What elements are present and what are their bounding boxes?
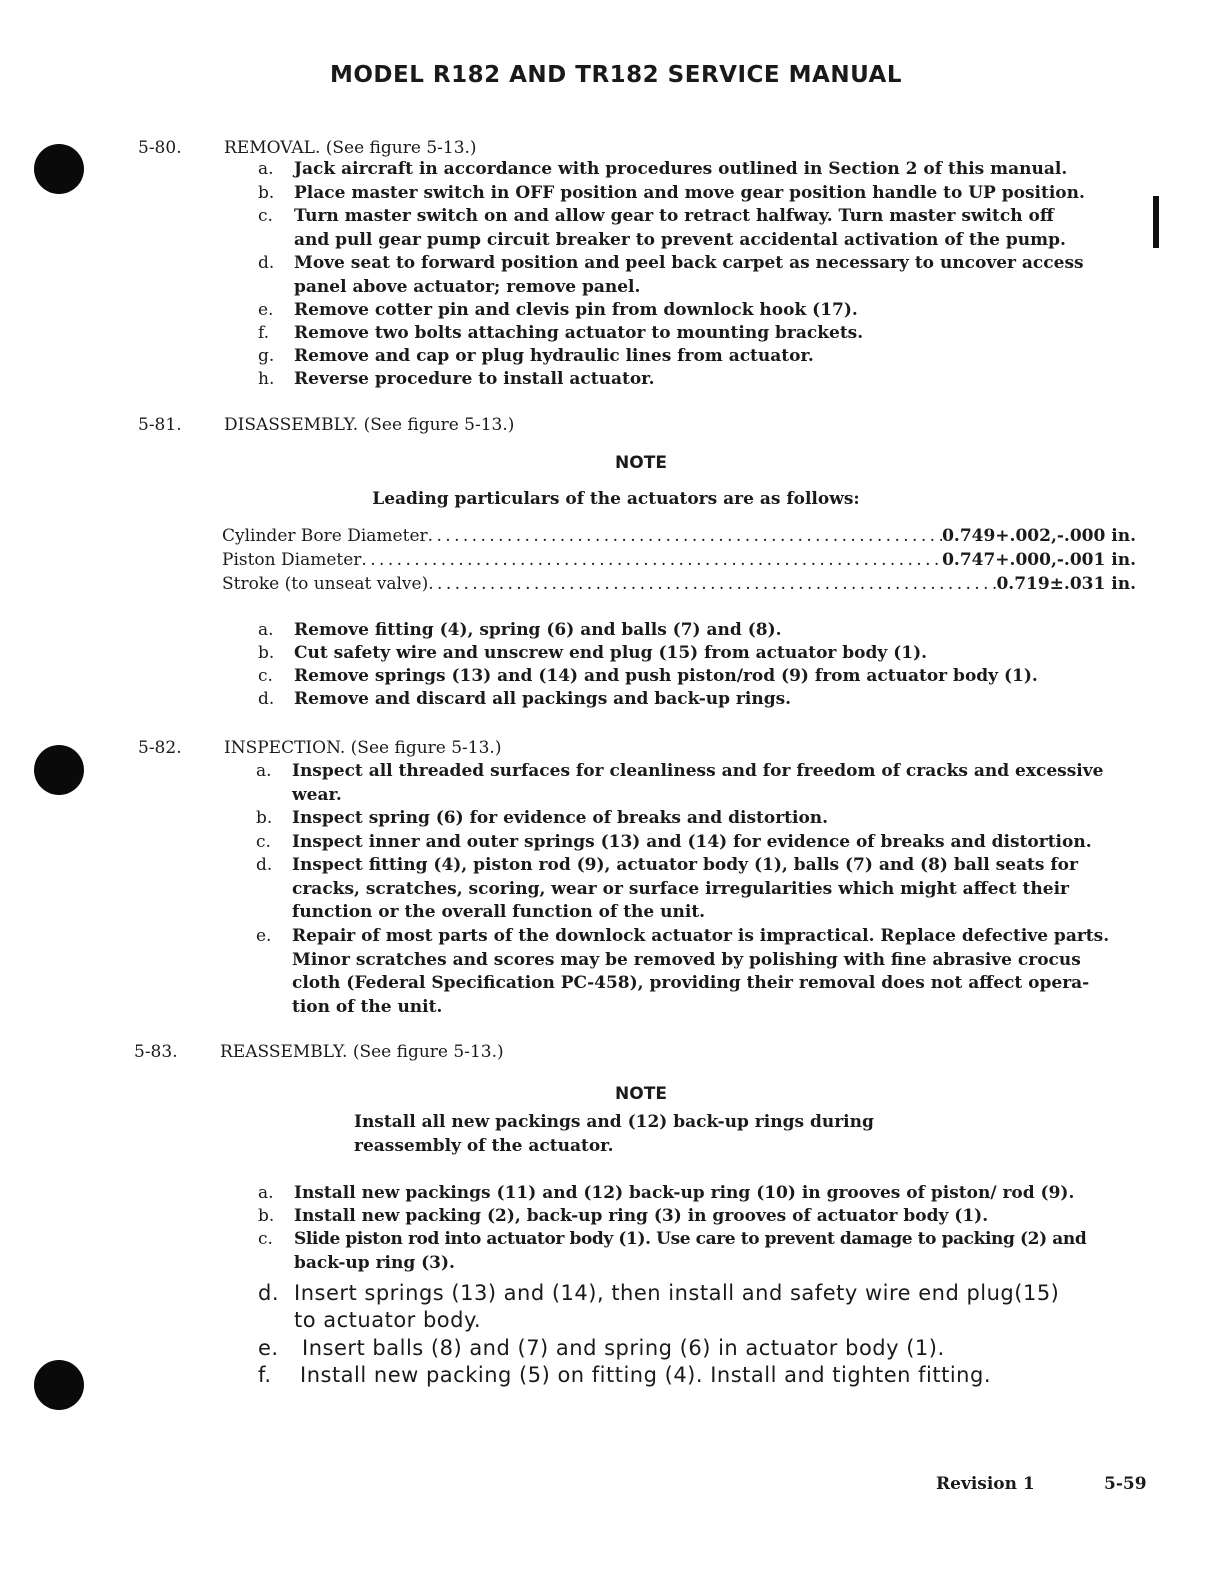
step-text: Inspect spring (6) for evidence of breaks and distortion. <box>292 808 829 828</box>
step-label: e. <box>256 926 272 946</box>
step-label: f. <box>258 323 270 343</box>
step-text: Place master switch in OFF position and move gear position handle to UP position. <box>294 183 1085 203</box>
section-number: 5-80. <box>138 138 182 158</box>
step-text: Remove two bolts attaching actuator to mounting brackets. <box>294 323 864 343</box>
step-text-line-3: cloth (Federal Specification PC-458), providing their removal does not affect opera- <box>292 973 1090 993</box>
step-text-line-2: wear. <box>292 784 342 805</box>
page-number: 5-59 <box>1104 1474 1147 1494</box>
step-text-line-2: to actuator body. <box>294 1308 482 1332</box>
spec-label: Cylinder Bore Diameter <box>222 526 428 546</box>
step-text: Remove and cap or plug hydraulic lines from actuator. <box>294 346 814 366</box>
step-text: Cut safety wire and unscrew end plug (15) from actuator body (1). <box>294 643 928 663</box>
step-text-line-2: panel above actuator; remove panel. <box>294 276 641 297</box>
step-label: c. <box>258 206 273 226</box>
binder-hole-middle <box>34 745 84 795</box>
step-text: Jack aircraft in accordance with procedures outlined in Section 2 of this manual. <box>294 159 1068 179</box>
step-label: d. <box>258 1281 280 1305</box>
revision-label: Revision 1 <box>936 1474 1035 1494</box>
leader-dots <box>428 572 996 596</box>
step-label: c. <box>258 1229 273 1249</box>
step-text: Remove and discard all packings and back-up rings. <box>294 689 792 709</box>
step-label: d. <box>258 689 275 709</box>
leader-dots <box>428 524 942 548</box>
step-text-line-1: Inspect fitting (4), piston rod (9), actuator body (1), balls (7) and (8) ball seats for <box>292 855 1078 875</box>
step-text: Remove springs (13) and (14) and push piston/rod (9) from actuator body (1). <box>294 666 1038 686</box>
step-text-line-4: tion of the unit. <box>292 996 443 1017</box>
step-label: f. <box>258 1363 272 1387</box>
page-title: MODEL R182 AND TR182 SERVICE MANUAL <box>329 62 902 88</box>
section-number: 5-81. <box>138 415 182 435</box>
step-text-line-1: Turn master switch on and allow gear to retract halfway. Turn master switch off <box>294 206 1054 226</box>
step-label: e. <box>258 300 274 320</box>
step-label: d. <box>256 855 273 875</box>
note-line-1: Install all new packings and (12) back-up rings during <box>354 1112 874 1132</box>
note-intro: Leading particulars of the actuators are as follows: <box>372 489 860 509</box>
section-title: DISASSEMBLY. (See figure 5-13.) <box>224 415 515 435</box>
step-label: c. <box>256 832 271 852</box>
spec-value: 0.747+.000,-.001 in. <box>942 550 1136 570</box>
step-text-line-2: Minor scratches and scores may be removed by polishing with fine abrasive crocus <box>292 949 1081 970</box>
revision-change-bar <box>1153 196 1159 248</box>
leader-dots <box>361 548 942 572</box>
step-text-line-1: Repair of most parts of the downlock actuator is impractical. Replace defective parts. <box>292 926 1110 946</box>
binder-hole-top <box>34 144 84 194</box>
step-label: h. <box>258 369 275 389</box>
step-text-line-1: Inspect all threaded surfaces for cleanliness and for freedom of cracks and excessive <box>292 761 1104 781</box>
step-label: e. <box>258 1336 279 1360</box>
note-line-2: reassembly of the actuator. <box>354 1136 614 1156</box>
section-number: 5-83. <box>134 1042 178 1062</box>
step-label: c. <box>258 666 273 686</box>
step-text: Reverse procedure to install actuator. <box>294 369 655 389</box>
section-title: REMOVAL. (See figure 5-13.) <box>224 138 477 158</box>
section-title: REASSEMBLY. (See figure 5-13.) <box>220 1042 504 1062</box>
step-text-line-2: and pull gear pump circuit breaker to prevent accidental activation of the pump. <box>294 229 1066 250</box>
step-text: Inspect inner and outer springs (13) and (14) for evidence of breaks and distortion. <box>292 832 1092 852</box>
binder-hole-bottom <box>34 1360 84 1410</box>
step-text-line-3: function or the overall function of the unit. <box>292 902 706 922</box>
spec-row-stroke <box>222 572 1136 596</box>
step-text: Install new packing (5) on fitting (4). Install and tighten fitting. <box>300 1363 991 1387</box>
spec-value: 0.719±.031 in. <box>996 574 1136 594</box>
step-label: a. <box>258 620 274 640</box>
step-text-line-1: Insert springs (13) and (14), then install and safety wire end plug(15) <box>294 1281 1060 1305</box>
step-text: Remove fitting (4), spring (6) and balls (7) and (8). <box>294 620 782 640</box>
spec-row-bore <box>222 524 1136 548</box>
step-label: b. <box>258 643 275 663</box>
step-label: d. <box>258 253 275 273</box>
step-label: b. <box>258 183 275 203</box>
step-label: b. <box>258 1206 275 1226</box>
step-text: Insert balls (8) and (7) and spring (6) in actuator body (1). <box>302 1336 945 1360</box>
step-text: Install new packings (11) and (12) back-up ring (10) in grooves of piston/ rod (9). <box>294 1183 1075 1203</box>
step-text-line-1: Move seat to forward position and peel back carpet as necessary to uncover access <box>294 253 1084 273</box>
spec-label: Piston Diameter <box>222 550 362 570</box>
spec-label: Stroke (to unseat valve) <box>222 574 429 594</box>
step-label: a. <box>256 761 272 781</box>
step-label: b. <box>256 808 273 828</box>
step-text-line-2: cracks, scratches, scoring, wear or surface irregularities which might affect their <box>292 878 1069 899</box>
note-text <box>354 1110 974 1158</box>
step-text: Remove cotter pin and clevis pin from downlock hook (17). <box>294 300 858 320</box>
note-heading: NOTE <box>615 1084 667 1104</box>
step-label: a. <box>258 1183 274 1203</box>
section-title: INSPECTION. (See figure 5-13.) <box>224 738 502 758</box>
spec-value: 0.749+.002,-.000 in. <box>942 526 1136 546</box>
spec-row-piston <box>222 548 1136 572</box>
section-number: 5-82. <box>138 738 182 758</box>
note-heading: NOTE <box>615 453 667 473</box>
step-label: a. <box>258 159 274 179</box>
step-text-line-1: Slide piston rod into actuator body (1). Use care to prevent damage to packing (2) and <box>294 1229 1087 1249</box>
step-label: g. <box>258 346 275 366</box>
step-text-line-2: back-up ring (3). <box>294 1252 455 1273</box>
step-text: Install new packing (2), back-up ring (3) in grooves of actuator body (1). <box>294 1206 989 1226</box>
